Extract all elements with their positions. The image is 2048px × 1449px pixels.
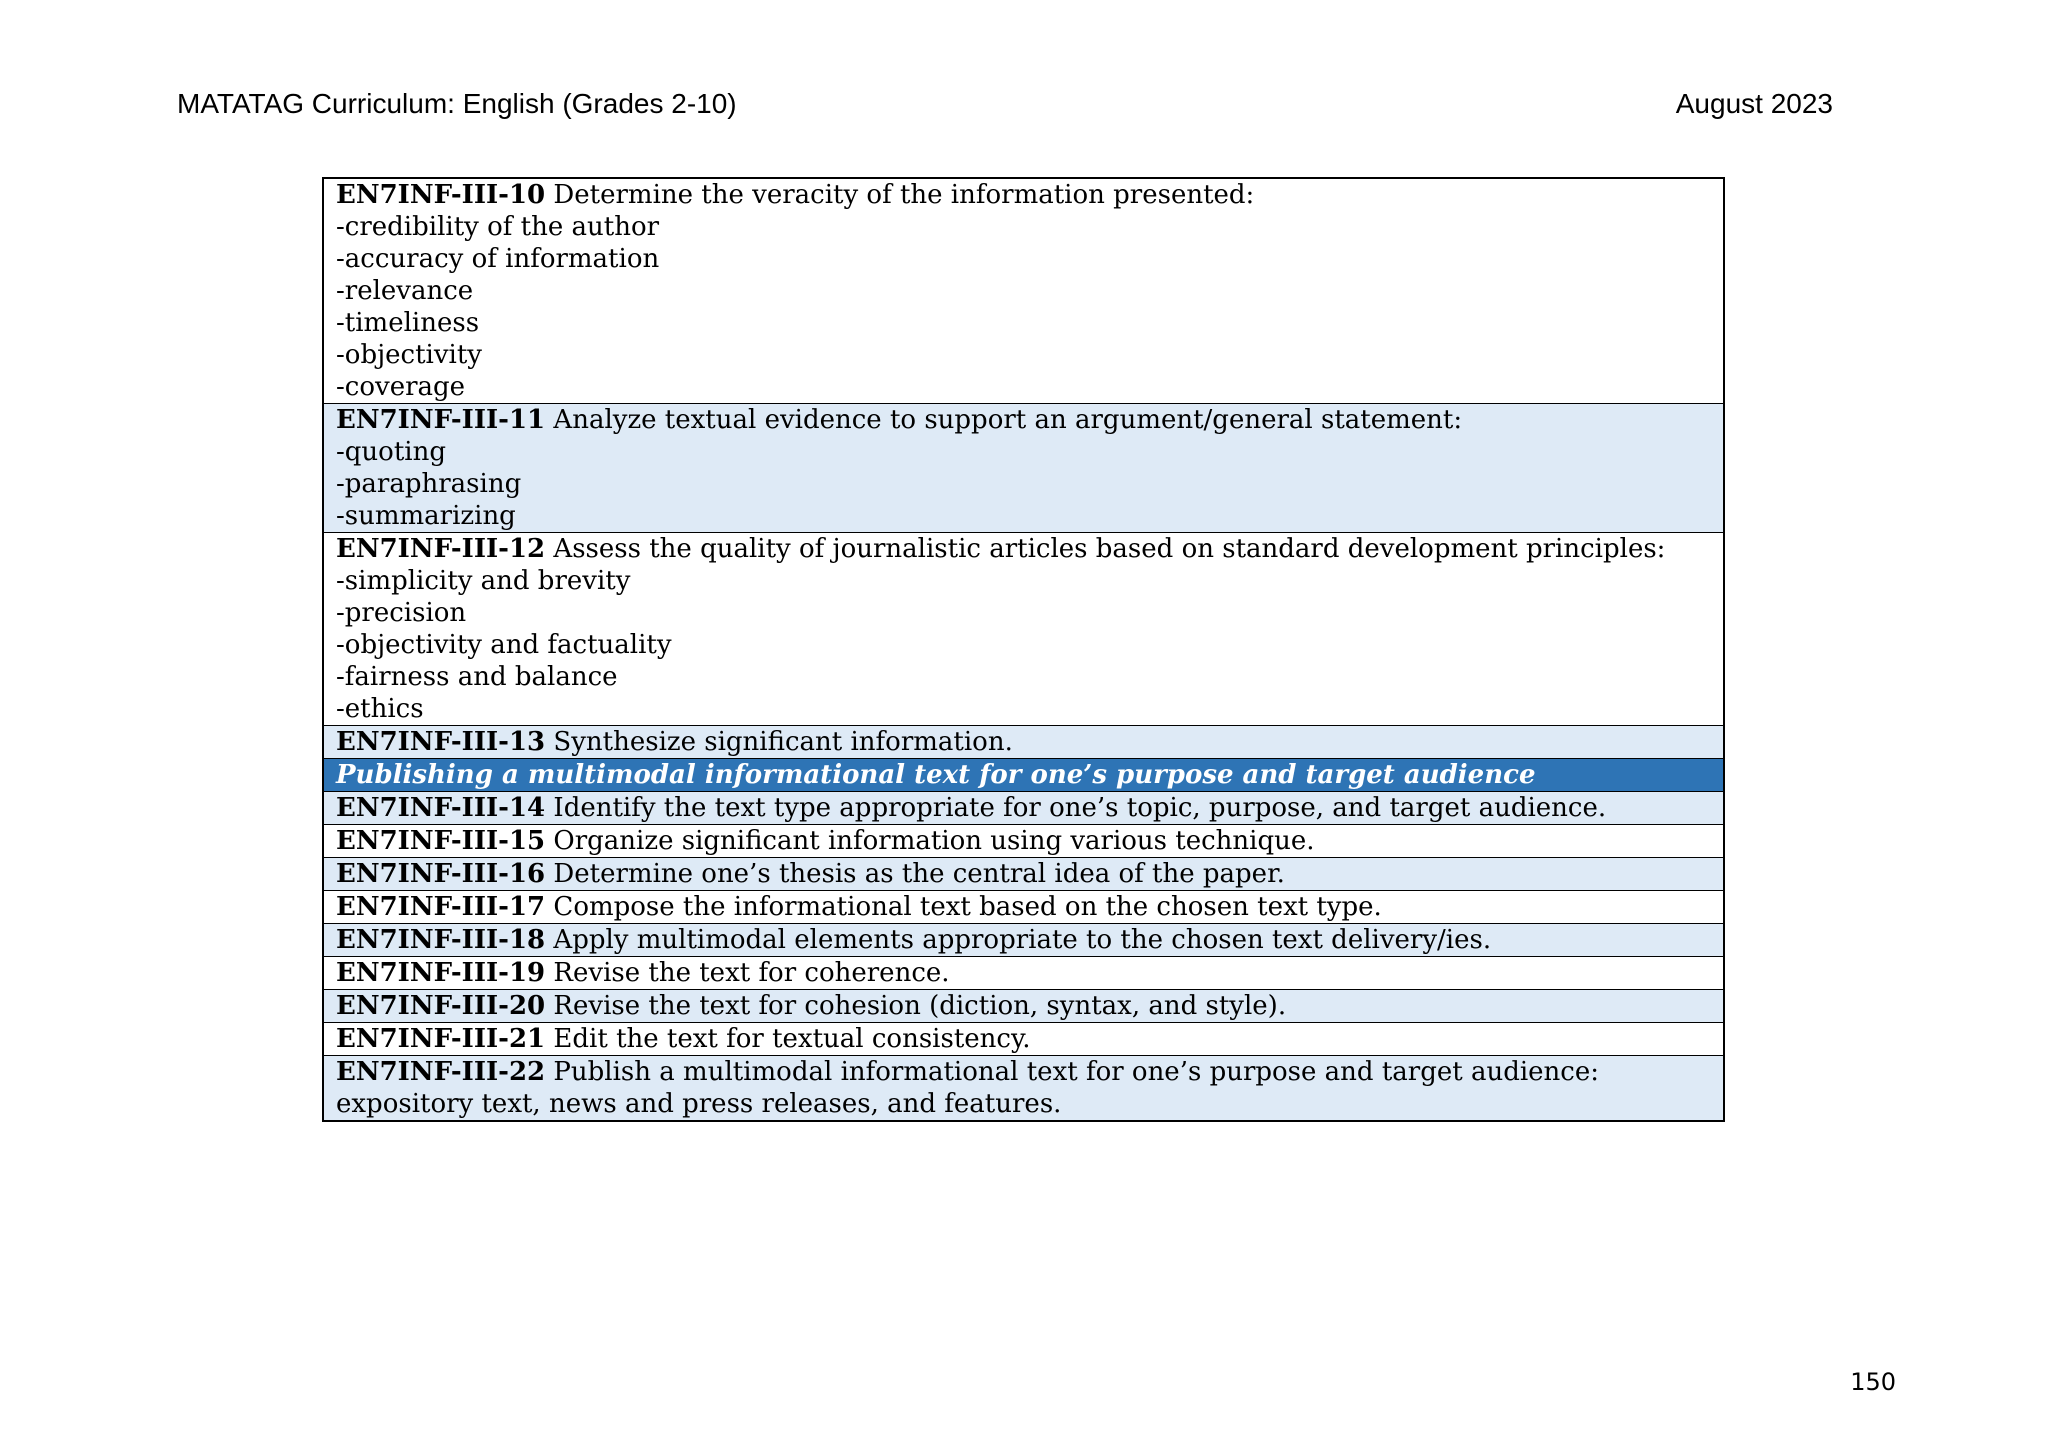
table-row (323, 533, 1724, 726)
sub-item: -objectivity (336, 340, 482, 370)
table-row (323, 178, 1724, 404)
table-row (323, 1023, 1724, 1056)
table-row (323, 792, 1724, 825)
section-heading: Publishing a multimodal informational text for one’s purpose and target audience (323, 759, 1724, 792)
table-cell (323, 1056, 1724, 1122)
sub-item: -ethics (336, 694, 424, 724)
competency-code: EN7INF-III-22 (336, 1057, 546, 1087)
sub-item: -objectivity and factuality (336, 630, 672, 660)
competency-code: EN7INF-III-16 (336, 859, 546, 889)
table-row (323, 891, 1724, 924)
competency-table (322, 177, 1725, 1122)
competency-code: EN7INF-III-21 (336, 1024, 546, 1054)
competency-text: Determine one’s thesis as the central idea of the paper. (553, 859, 1285, 889)
document-header-date: August 2023 (1675, 88, 1833, 119)
table-cell (323, 825, 1724, 858)
competency-code: EN7INF-III-11 (336, 405, 546, 435)
competency-code: EN7INF-III-15 (336, 826, 546, 856)
sub-item: -timeliness (336, 308, 480, 338)
table-cell (323, 924, 1724, 957)
competency-code: EN7INF-III-19 (336, 958, 546, 988)
competency-code: EN7INF-III-17 (336, 892, 546, 922)
competency-code: EN7INF-III-14 (336, 793, 546, 823)
sub-item: -quoting (336, 437, 446, 467)
sub-item: -accuracy of information (336, 244, 660, 274)
table-cell (323, 178, 1724, 404)
sub-item: -relevance (336, 276, 474, 306)
table-row (323, 404, 1724, 533)
document-header-title: MATATAG Curriculum: English (Grades 2-10) (177, 88, 737, 119)
competency-text: Publish a multimodal informational text for one’s purpose and target audience: expository text, news and press releases, and features. (336, 1057, 1599, 1119)
competency-text: Revise the text for coherence. (553, 958, 950, 988)
competency-text: Determine the veracity of the information presented: (553, 180, 1255, 210)
sub-item: -precision (336, 598, 467, 628)
competency-text: Synthesize significant information. (553, 727, 1013, 757)
section-heading-row (323, 759, 1724, 792)
table-cell (323, 1023, 1724, 1056)
table-cell (323, 957, 1724, 990)
table-row (323, 726, 1724, 759)
sub-item: -coverage (336, 372, 466, 402)
competency-text: Revise the text for cohesion (diction, syntax, and style). (553, 991, 1287, 1021)
sub-item: -paraphrasing (336, 469, 522, 499)
competency-code: EN7INF-III-18 (336, 925, 546, 955)
table-cell (323, 858, 1724, 891)
competency-code: EN7INF-III-10 (336, 180, 546, 210)
table-cell (323, 404, 1724, 533)
competency-text: Analyze textual evidence to support an argument/general statement: (553, 405, 1463, 435)
table-cell (323, 726, 1724, 759)
competency-code: EN7INF-III-12 (336, 534, 546, 564)
table-row (323, 924, 1724, 957)
page-number: 150 (1850, 1368, 1896, 1396)
table-row (323, 825, 1724, 858)
table-cell (323, 792, 1724, 825)
sub-item: -fairness and balance (336, 662, 618, 692)
table-cell (323, 891, 1724, 924)
sub-item: -summarizing (336, 501, 516, 531)
competency-text: Assess the quality of journalistic articles based on standard development principles: (553, 534, 1666, 564)
competency-text: Edit the text for textual consistency. (553, 1024, 1031, 1054)
competency-text: Organize significant information using various technique. (553, 826, 1315, 856)
competency-text: Compose the informational text based on the chosen text type. (553, 892, 1382, 922)
table-row (323, 990, 1724, 1023)
competency-code: EN7INF-III-13 (336, 727, 546, 757)
competency-code: EN7INF-III-20 (336, 991, 546, 1021)
table-cell (323, 533, 1724, 726)
sub-item: -simplicity and brevity (336, 566, 631, 596)
sub-item: -credibility of the author (336, 212, 660, 242)
table-row (323, 858, 1724, 891)
table-cell (323, 990, 1724, 1023)
table-row (323, 957, 1724, 990)
competency-text: Apply multimodal elements appropriate to the chosen text delivery/ies. (553, 925, 1492, 955)
competency-text: Identify the text type appropriate for one’s topic, purpose, and target audience. (553, 793, 1607, 823)
table-row (323, 1056, 1724, 1122)
